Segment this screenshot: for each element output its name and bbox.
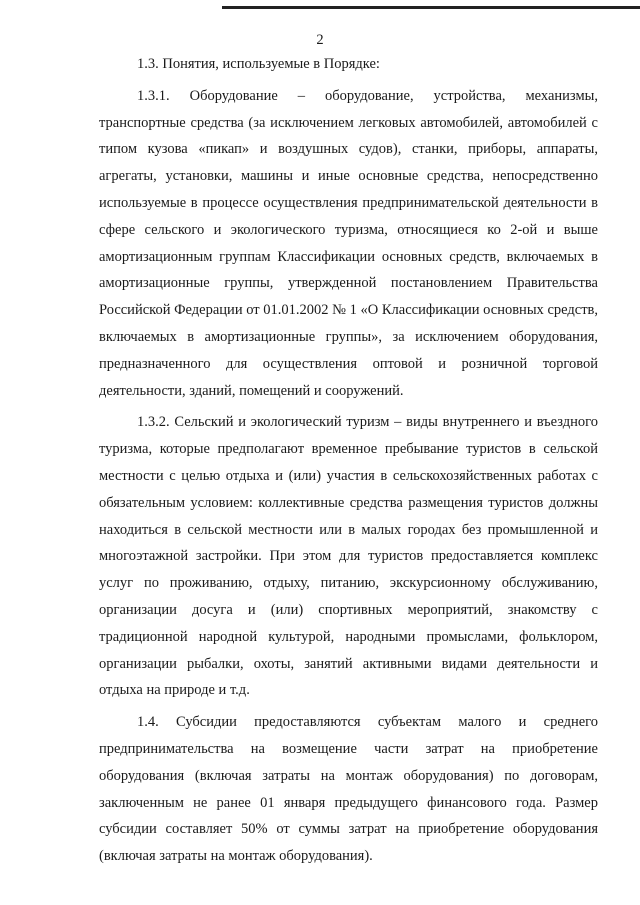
section-1-3-heading: 1.3. Понятия, используемые в Порядке: xyxy=(137,56,380,72)
section-1-4-paragraph: 1.4. Субсидии предоставляются субъектам малого и среднего предпринимательства на возмещение части затрат на приобретение оборудования (включая затраты на монтаж оборудования) по договорам, заключенным не ранее 01 января предыдущего финансового года. Размер субсидии составляет 50% от суммы затрат на приобретение оборудования (включая затраты на монтаж оборудования). xyxy=(99,714,598,865)
section-1-3-2-paragraph: 1.3.2. Сельский и экологический туризм – виды внутреннего и въездного туризма, которые предполагают временное пребывание туристов в сельской местности с целью отдыха и (или) участия в сельскохозяйственных работах с обязательным условием: коллективные средства размещения туристов должны находиться в сельской местности или в малых городах без промышленной и многоэтажной застройки. При этом для туристов предоставляется комплекс услуг по проживанию, отдыху, питанию, экскурсионному обслуживанию, организации досуга и (или) спортивных мероприятий, знакомству с традиционной народной культурой, народными промыслами, фольклором, организации рыбалки, охоты, занятий активными видами деятельности и отдыха на природе и т.д. xyxy=(99,414,598,699)
top-rule xyxy=(222,6,640,9)
document-body xyxy=(99,51,598,870)
page-number: 2 xyxy=(316,32,324,48)
section-1-3-1-paragraph: 1.3.1. Оборудование – оборудование, устройства, механизмы, транспортные средства (за исключением легковых автомобилей, автомобилей с типом кузова «пикап» и воздушных судов), станки, приборы, аппараты, агрегаты, установки, машины и иные основные средства, непосредственно используемые в процессе осуществления предпринимательской деятельности в сфере сельского и экологического туризма, относящиеся ко 2-ой и выше амортизационным группам Классификации основных средств, включаемых в амортизационные группы, утвержденной постановлением Правительства Российской Федерации от 01.01.2002 № 1 «О Классификации основных средств, включаемых в амортизационные группы», за исключением оборудования, предназначенного для осуществления оптовой и розничной торговой деятельности, зданий, помещений и сооружений. xyxy=(99,87,598,399)
